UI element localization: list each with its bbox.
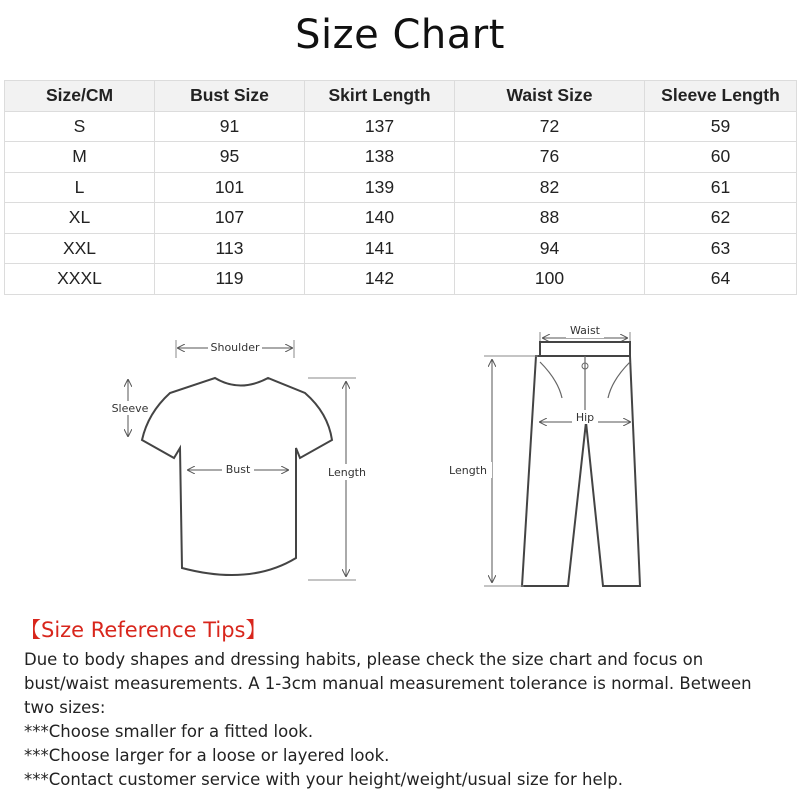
pants-length-label: Length <box>449 464 487 477</box>
table-cell: M <box>5 142 155 173</box>
column-header-sleeve-length: Sleeve Length <box>645 81 797 112</box>
table-cell: 119 <box>155 264 305 295</box>
table-cell: XL <box>5 203 155 234</box>
bust-label: Bust <box>225 463 251 476</box>
page-title: Size Chart <box>295 12 505 58</box>
tips-paragraph: Due to body shapes and dressing habits, please check the size chart and focus on bust/waist measurements. A 1-3cm manual measurement tolerance is normal. Between two sizes: <box>24 650 752 717</box>
table-row <box>5 172 797 203</box>
table-cell: 72 <box>455 111 645 142</box>
table-cell: 88 <box>455 203 645 234</box>
table-cell: 137 <box>305 111 455 142</box>
waist-label: Waist <box>569 324 601 337</box>
tips-title: 【Size Reference Tips】 <box>20 618 267 642</box>
pants-shape <box>522 356 640 586</box>
table-header-row <box>5 81 797 112</box>
table-cell: 107 <box>155 203 305 234</box>
table-cell: 140 <box>305 203 455 234</box>
tips-body <box>24 648 784 792</box>
table-cell: 100 <box>455 264 645 295</box>
table-cell: 142 <box>305 264 455 295</box>
table-row <box>5 233 797 264</box>
table-row <box>5 203 797 234</box>
column-header-waist: Waist Size <box>455 81 645 112</box>
table-cell: 113 <box>155 233 305 264</box>
tips-item: ***Choose smaller for a fitted look. <box>24 722 314 741</box>
table-cell: 64 <box>645 264 797 295</box>
shoulder-label: Shoulder <box>210 341 260 354</box>
table-cell: 138 <box>305 142 455 173</box>
tips-item: ***Contact customer service with your height/weight/usual size for help. <box>24 770 623 789</box>
pants-waistband <box>540 342 630 356</box>
table-cell: 101 <box>155 172 305 203</box>
length-label: Length <box>328 466 366 479</box>
table-cell: 139 <box>305 172 455 203</box>
hip-label: Hip <box>575 411 595 424</box>
table-cell: 76 <box>455 142 645 173</box>
table-cell: XXL <box>5 233 155 264</box>
shirt-diagram <box>100 318 390 598</box>
column-header-bust: Bust Size <box>155 81 305 112</box>
table-cell: 141 <box>305 233 455 264</box>
table-cell: S <box>5 111 155 142</box>
table-cell: XXXL <box>5 264 155 295</box>
pants-diagram <box>440 318 660 600</box>
table-row <box>5 142 797 173</box>
tips-item: ***Choose larger for a loose or layered look. <box>24 746 390 765</box>
column-header-skirt-length: Skirt Length <box>305 81 455 112</box>
table-row <box>5 264 797 295</box>
table-cell: 62 <box>645 203 797 234</box>
table-cell: 59 <box>645 111 797 142</box>
table-cell: L <box>5 172 155 203</box>
table-cell: 91 <box>155 111 305 142</box>
table-cell: 94 <box>455 233 645 264</box>
table-row <box>5 111 797 142</box>
pants-illustration <box>440 318 660 600</box>
table-cell: 60 <box>645 142 797 173</box>
tshirt-illustration <box>100 318 390 598</box>
sleeve-label: Sleeve <box>111 402 149 415</box>
table-cell: 82 <box>455 172 645 203</box>
table-cell: 61 <box>645 172 797 203</box>
table-cell: 63 <box>645 233 797 264</box>
column-header-size: Size/CM <box>5 81 155 112</box>
table-cell: 95 <box>155 142 305 173</box>
size-table <box>4 80 797 295</box>
